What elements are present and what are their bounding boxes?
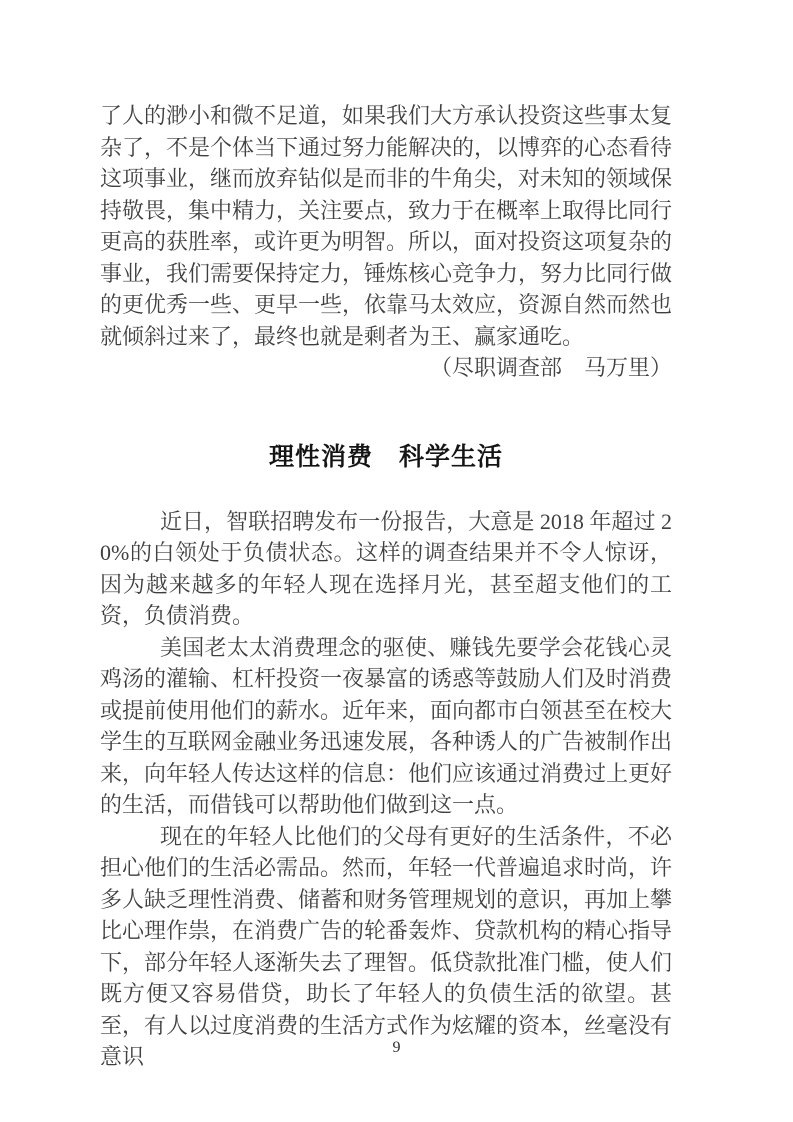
continued-paragraph: 了人的渺小和微不足道，如果我们大方承认投资这些事太复杂了，不是个体当下通过努力能解决的，以博弈的心态看待这项事业，继而放弃钻似是而非的牛角尖，对未知的领域保持敬畏，集中精力，关注要点，致力于在概率上取得比同行更高的获胜率，或许更为明智。所以，面对投资这项复杂的事业，我们需要保持定力，锤炼核心竞争力，努力比同行做的更优秀一些、更早一些，依靠马太效应，资源自然而然也就倾斜过来了，最终也就是剩者为王、赢家通吃。 [100, 103, 673, 349]
page-number: 9 [392, 1039, 401, 1056]
article-paragraph-3: 现在的年轻人比他们的父母有更好的生活条件，不必担心他们的生活必需品。然而，年轻一代普遍追求时尚，许多人缺乏理性消费、储蓄和财务管理规划的意识，再加上攀比心理作祟，在消费广告的轮番轰炸、贷款机构的精心指导下，部分年轻人逐渐失去了理智。低贷款批准门槛，使人们既方便又容易借贷，助长了年轻人的负债生活的欲望。甚至，有人以过度消费的生活方式作为炫耀的资本，丝毫没有意识 [100, 823, 673, 1069]
article-title: 理性消费 科学生活 [268, 442, 503, 471]
page-content [100, 100, 672, 1073]
attribution-line: （尽职调查部 马万里） [429, 355, 672, 380]
article-paragraph-2: 美国老太太消费理念的驱使、赚钱先要学会花钱心灵鸡汤的灌输、杠杆投资一夜暴富的诱惑等鼓励人们及时消费或提前使用他们的薪水。近年来，面向都市白领甚至在校大学生的互联网金融业务迅速发展，各种诱人的广告被制作出来，向年轻人传达这样的信息：他们应该通过消费过上更好的生活，而借钱可以帮助他们做到这一点。 [100, 634, 673, 817]
article-paragraph-1: 近日，智联招聘发布一份报告，大意是 2018 年超过 20%的白领处于负债状态。这样的调查结果并不令人惊讶，因为越来越多的年轻人现在选择月光，甚至超支他们的工资，负债消费。 [100, 508, 672, 628]
